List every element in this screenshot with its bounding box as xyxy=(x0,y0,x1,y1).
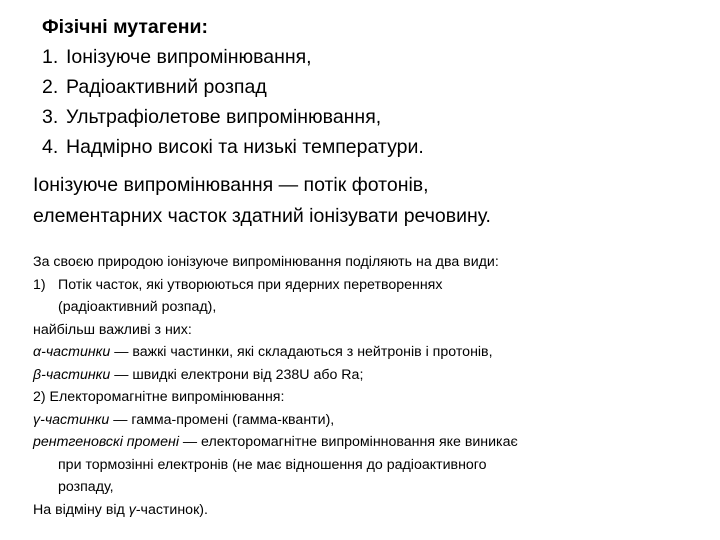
list-item-number: 4. xyxy=(42,136,59,158)
beta-line xyxy=(33,364,713,387)
details-item-1 xyxy=(33,274,713,297)
xray-text: — електоромагнітне випромінновання яке виникає xyxy=(178,434,518,450)
last-line xyxy=(33,499,713,522)
details-item-2: 2) Електоромагнітне випромінювання: xyxy=(33,389,285,405)
list-item xyxy=(42,42,702,72)
xray-term: рентгеновскі промені xyxy=(33,434,179,450)
list-item xyxy=(42,102,702,132)
item-number: 1) xyxy=(33,276,46,293)
details-intro: За своєю природою іонізуюче випромінювання поділяють на два види: xyxy=(33,254,499,270)
list-item xyxy=(42,72,702,102)
definition-line: Іонізуюче випромінювання — потік фотонів, xyxy=(33,174,429,196)
last-prefix: На відміну від xyxy=(33,501,129,518)
list-item xyxy=(42,132,702,162)
list-item-number: 3. xyxy=(42,106,59,128)
xray-continuation: розпаду, xyxy=(58,479,114,495)
alpha-term: α-частинки xyxy=(33,344,111,360)
list-item-text: Радіоактивний розпад xyxy=(66,76,267,98)
xray-line xyxy=(33,431,713,454)
alpha-text: — важкі частинки, які складаються з нейтронів і протонів, xyxy=(110,344,493,360)
beta-text: — швидкі електрони від 238U або Ra; xyxy=(110,366,364,383)
list-item-text: Ультрафіолетове випромінювання, xyxy=(66,106,382,128)
list-title: Фізічні мутагени: xyxy=(42,16,208,38)
definition-line: елементарних часток здатний іонізувати речовину. xyxy=(33,205,491,227)
definition-paragraph xyxy=(33,170,703,232)
gamma-term: γ-частинки xyxy=(33,411,110,428)
beta-term: β-частинки xyxy=(33,366,111,383)
gamma-line xyxy=(33,409,713,432)
mutagens-list xyxy=(42,12,702,162)
last-term: γ xyxy=(128,501,136,518)
list-item-text: Іонізуюче випромінювання, xyxy=(66,46,312,68)
alpha-line xyxy=(33,341,713,364)
last-suffix: -частинок). xyxy=(135,501,208,518)
details-paragraph xyxy=(33,251,713,521)
xray-continuation: при тормозінні електронів (не має відношення до радіоактивного xyxy=(58,456,487,473)
list-item-text: Надмірно високі та низькі температури. xyxy=(66,136,424,158)
item-text: Потік часток, які утворюються при ядерних перетвореннях xyxy=(58,276,443,293)
details-item-1-continuation: (радіоактивний розпад), xyxy=(58,299,217,315)
gamma-text: — гамма-промені (гамма-кванти), xyxy=(109,411,335,428)
list-item-number: 2. xyxy=(42,76,59,98)
details-important: найбільш важливі з них: xyxy=(33,321,192,338)
list-item-number: 1. xyxy=(42,46,59,68)
